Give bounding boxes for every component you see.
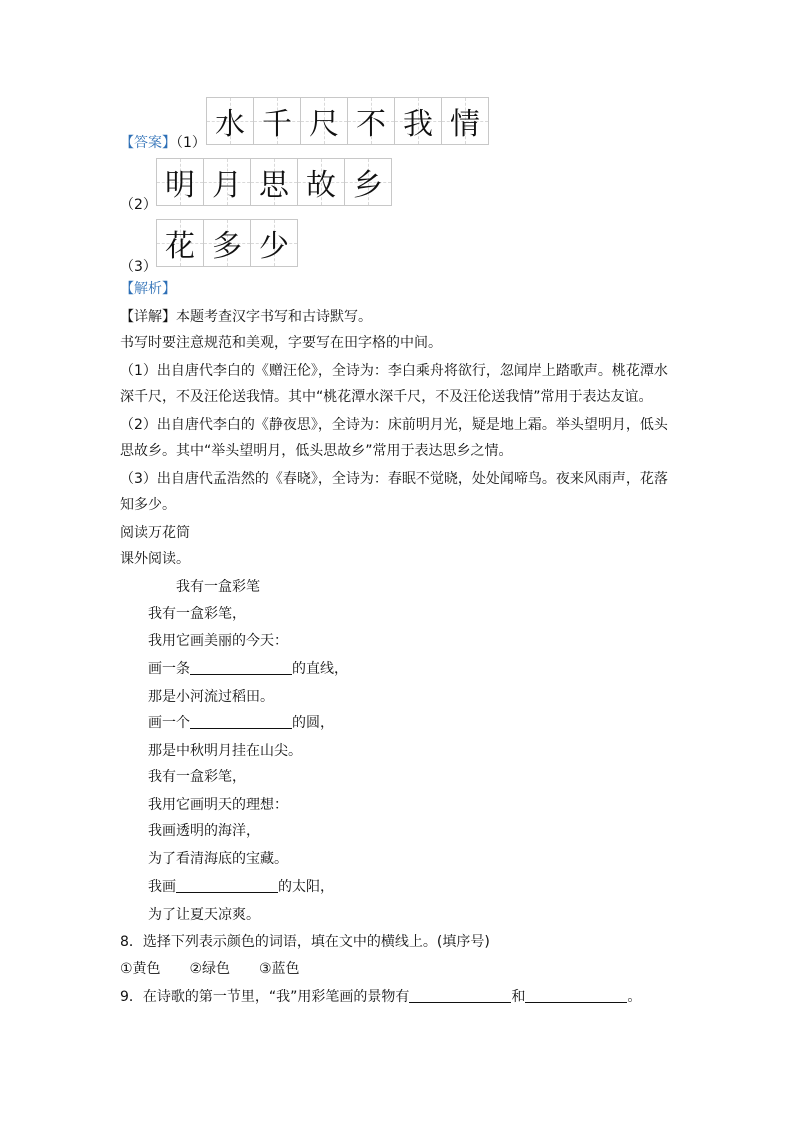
tianzi-grid-row-1: [206, 97, 488, 145]
tianzi-cell: 尺: [300, 97, 348, 145]
answer-label: [120, 132, 206, 152]
tianzi-cell: 花: [156, 219, 204, 267]
fill-blank[interactable]: [190, 714, 292, 729]
answer-row2-num: （2）: [120, 197, 157, 213]
tianzi-cell: 水: [206, 97, 254, 145]
answer-row1-num: （1）: [176, 135, 206, 151]
section-title: 阅读万花筒: [120, 525, 190, 541]
poem-line: 那是小河流过稻田。: [148, 689, 274, 705]
poem-line-with-blank: 我画 的太阳，: [148, 879, 334, 895]
tianzi-cell: 多: [203, 219, 251, 267]
tianzi-cell: 思: [250, 158, 298, 206]
tianzi-cell: 情: [441, 97, 489, 145]
poem-line: 我有一盒彩笔，: [148, 769, 246, 785]
analysis-line: 深千尺，不及汪伦送我情。其中“桃花潭水深千尺，不及汪伦送我情”常用于表达友谊。: [120, 389, 653, 405]
poem-line-with-blank: 画一个 的圆，: [148, 715, 334, 731]
tianzi-cell: 千: [253, 97, 301, 145]
detail-text: 本题考查汉字书写和古诗默写。: [176, 309, 372, 325]
fill-blank[interactable]: [525, 988, 627, 1003]
analysis-line: 书写时要注意规范和美观，字要写在田字格的中间。: [120, 335, 442, 351]
option-1: ①黄色: [120, 961, 161, 977]
tianzi-grid-row-2: [156, 158, 391, 206]
option-3: ③蓝色: [258, 961, 300, 977]
fill-blank[interactable]: [409, 988, 511, 1003]
fill-blank[interactable]: [190, 660, 292, 675]
poem-line: 那是中秋明月挂在山尖。: [148, 743, 302, 759]
question-8-options: [120, 960, 300, 978]
poem-title: 我有一盒彩笔: [176, 579, 260, 595]
tianzi-cell: 我: [394, 97, 442, 145]
answer-tag: 【答案】: [120, 135, 176, 151]
tianzi-cell: 月: [203, 158, 251, 206]
analysis-tag: 【解析】: [120, 281, 176, 297]
tianzi-cell: 乡: [344, 158, 392, 206]
poem-line: 为了让夏天凉爽。: [148, 907, 260, 923]
poem-line: 我用它画美丽的今天：: [148, 633, 288, 649]
poem-line: 我有一盒彩笔，: [148, 606, 246, 622]
tianzi-cell: 少: [250, 219, 298, 267]
poem-line: 我画透明的海洋，: [148, 823, 260, 839]
poem-line: 为了看清海底的宝藏。: [148, 851, 288, 867]
option-2: ②绿色: [189, 961, 231, 977]
section-sub: 课外阅读。: [120, 551, 190, 567]
tianzi-cell: 故: [297, 158, 345, 206]
analysis-line: 思故乡。其中“举头望明月，低头思故乡”常用于表达思乡之情。: [120, 443, 513, 459]
fill-blank[interactable]: [176, 878, 278, 893]
analysis-line: （3）出自唐代孟浩然的《春晓》，全诗为：春眠不觉晓，处处闻啼鸟。夜来风雨声，花落: [120, 471, 668, 487]
poem-line-with-blank: 画一条 的直线，: [148, 661, 348, 677]
question-9: 9．在诗歌的第一节里，“我”用彩笔画的景物有 和 。: [120, 989, 642, 1005]
tianzi-cell: 不: [347, 97, 395, 145]
analysis-line: 知多少。: [120, 497, 176, 513]
question-8: 8．选择下列表示颜色的词语，填在文中的横线上。(填序号): [120, 934, 490, 950]
tianzi-cell: 明: [156, 158, 204, 206]
analysis-line: （2）出自唐代李白的《静夜思》，全诗为：床前明月光，疑是地上霜。举头望明月，低头: [120, 417, 668, 433]
analysis-line: （1）出自唐代李白的《赠汪伦》，全诗为：李白乘舟将欲行，忽闻岸上踏歌声。桃花潭水: [120, 363, 668, 379]
tianzi-grid-row-3: [156, 219, 297, 267]
answer-row3-num: （3）: [120, 259, 157, 275]
poem-line: 我用它画明天的理想：: [148, 797, 288, 813]
detail-tag: 【详解】: [120, 309, 176, 325]
detail-line: [120, 308, 372, 326]
